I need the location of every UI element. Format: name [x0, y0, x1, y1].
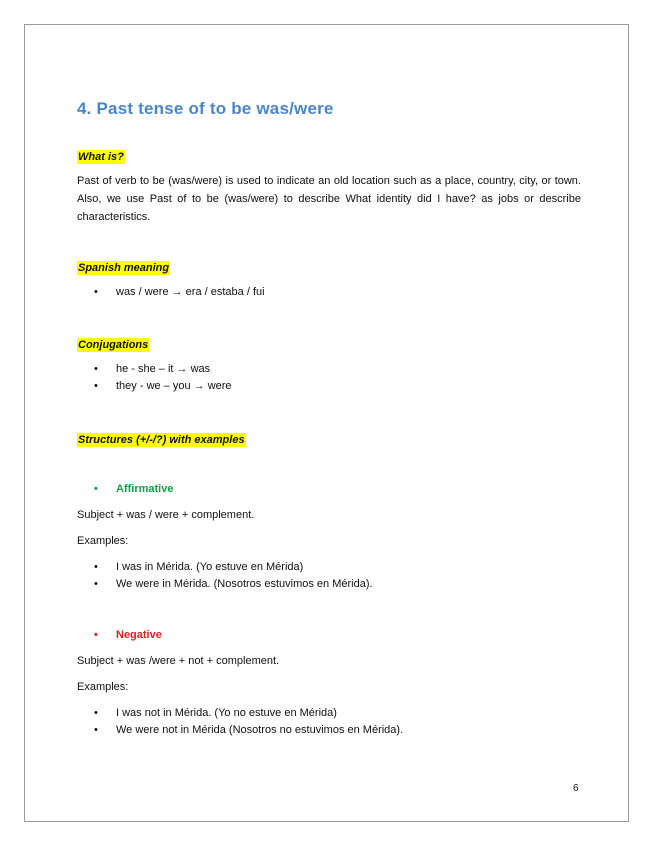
bullet-icon: •	[94, 707, 98, 719]
spanish-meaning-list-row	[77, 285, 581, 302]
bullet-icon: •	[94, 380, 98, 392]
document-page	[24, 24, 629, 822]
affirmative-formula-row	[77, 508, 581, 522]
page-number: 6	[573, 783, 579, 794]
section-title-row	[77, 97, 581, 121]
affirmative-examples-list	[77, 560, 581, 594]
negative-label: • Negative	[94, 629, 162, 641]
negative-examples-row	[77, 706, 581, 740]
list-item: • We were in Mérida. (Nosotros estuvimos en Mérida).	[94, 578, 373, 590]
spanish-meaning-heading: Spanish meaning	[78, 262, 170, 274]
structures-heading: Structures (+/-/?) with examples	[78, 434, 245, 446]
structures-heading-row	[77, 430, 581, 448]
bullet-icon: •	[94, 286, 98, 298]
what-is-heading-row	[77, 147, 581, 165]
negative-label-row	[77, 628, 581, 645]
affirmative-examples-row	[77, 560, 581, 594]
list-item: • they - we – you → were	[94, 380, 232, 392]
list-item: • I was in Mérida. (Yo estuve en Mérida)	[94, 561, 304, 573]
what-is-paragraph: Past of verb to be (was/were) is used to indicate an old location such as a place, country, city, or town. Also, we use Past of to be (was/were) to describe What identity did I have? as jobs or describe characteristics.	[77, 175, 581, 223]
conjugations-list-row	[77, 362, 581, 396]
spanish-meaning-list	[77, 285, 581, 302]
list-item: • I was not in Mérida. (Yo no estuve en Mérida)	[94, 707, 337, 719]
bullet-icon: •	[94, 578, 98, 590]
affirmative-examples-label-row	[77, 534, 581, 548]
list-item: • was / were → era / estaba / fui	[94, 286, 265, 298]
bullet-icon: •	[94, 483, 98, 495]
what-is-heading: What is?	[78, 151, 124, 163]
affirmative-examples-label: Examples:	[77, 535, 129, 547]
spanish-meaning-heading-row	[77, 258, 581, 276]
affirmative-label: • Affirmative	[94, 483, 174, 495]
negative-formula: Subject + was /were + not + complement.	[77, 655, 280, 667]
list-item: • We were not in Mérida (Nosotros no estuvimos en Mérida).	[94, 724, 404, 736]
negative-examples-label-row	[77, 680, 581, 694]
affirmative-label-row	[77, 482, 581, 499]
conjugations-heading-row	[77, 335, 581, 353]
what-is-paragraph-row	[77, 172, 581, 226]
bullet-icon: •	[94, 629, 98, 641]
affirmative-formula: Subject + was / were + complement.	[77, 509, 255, 521]
negative-formula-row	[77, 654, 581, 668]
conjugations-list	[77, 362, 581, 396]
list-item: • he - she – it → was	[94, 363, 211, 375]
conjugations-heading: Conjugations	[78, 339, 149, 351]
section-title: 4. Past tense of to be was/were	[77, 99, 334, 118]
negative-examples-label: Examples:	[77, 681, 129, 693]
negative-examples-list	[77, 706, 581, 740]
bullet-icon: •	[94, 724, 98, 736]
bullet-icon: •	[94, 363, 98, 375]
bullet-icon: •	[94, 561, 98, 573]
